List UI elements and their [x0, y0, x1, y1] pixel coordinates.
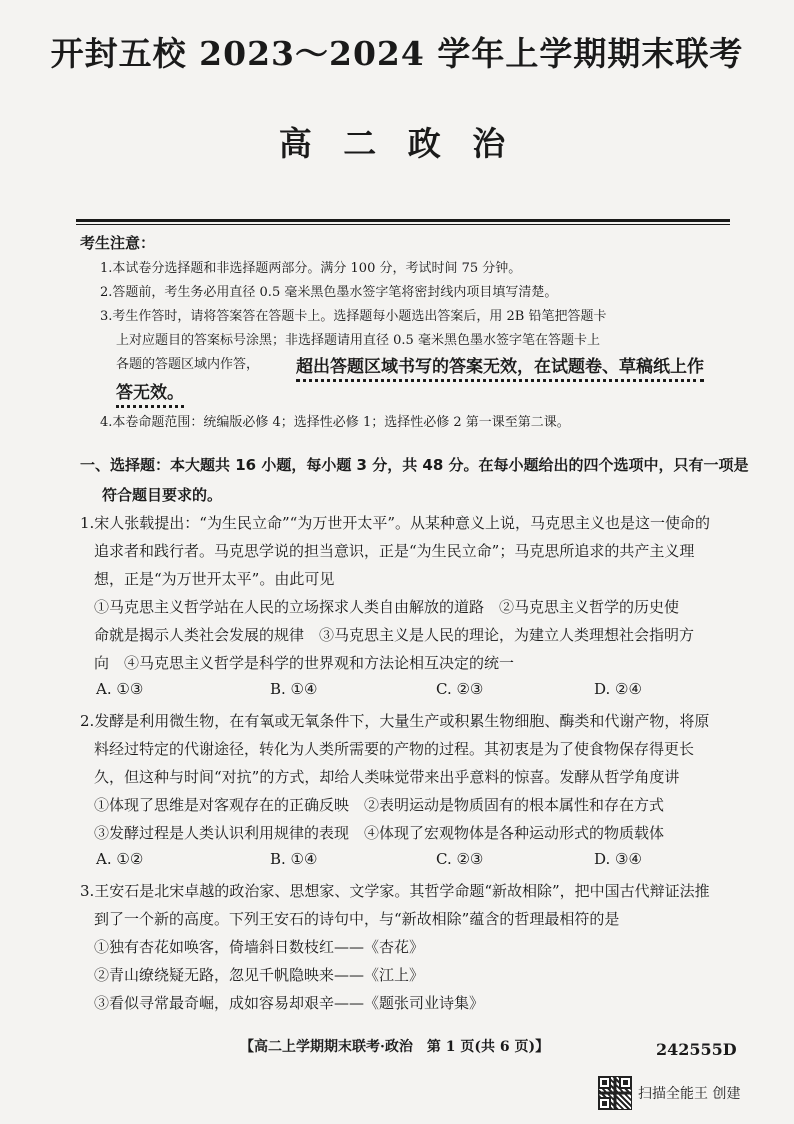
q1-option-a: A. ①③ [96, 680, 144, 698]
page-footer: 【高二上学期期末联考·政治 第 1 页(共 6 页)】 [240, 1039, 550, 1055]
q1-line-4: ①马克思主义哲学站在人民的立场探求人类自由解放的道路 ②马克思主义哲学的历史使 [94, 598, 680, 616]
q2-line-3: 久，但这种与时间“对抗”的方式，却给人类味觉带来出乎意料的惊喜。发酵从哲学角度讲 [94, 768, 680, 786]
notice-emphasis-1: 超出答题区域书写的答案无效，在试题卷、草稿纸上作 [296, 352, 704, 377]
notice-item-2: 2.答题前，考生务必用直径 0.5 毫米黑色墨水签字笔将密封线内项目填写清楚。 [100, 285, 558, 300]
q1-line-2: 追求者和践行者。马克思学说的担当意识，正是“为生民立命”；马克思所追求的共产主义理 [94, 542, 695, 560]
notice-heading: 考生注意： [80, 234, 156, 252]
exam-title: 开封五校 2023～2024 学年上学期期末联考 [50, 34, 744, 73]
qr-code-icon [598, 1076, 632, 1110]
q2-option-c: C. ②③ [436, 850, 484, 868]
q2-line-4: ①体现了思维是对客观存在的正确反映 ②表明运动是物质固有的根本属性和存在方式 [94, 796, 665, 814]
notice-item-3-cont2: 各题的答题区域内作答， [116, 357, 260, 372]
subject-title: 高 二 政 治 [278, 124, 516, 163]
notice-item-3: 3.考生作答时，请将答案答在答题卡上。选择题每小题选出答案后，用 2B 铅笔把答题卡 [100, 309, 607, 324]
header-rule-thin [76, 224, 730, 225]
notice-item-1: 1.本试卷分选择题和非选择题两部分。满分 100 分，考试时间 75 分钟。 [100, 261, 522, 276]
qr-finder-top-right [619, 1076, 632, 1089]
q2-option-d: D. ③④ [594, 850, 642, 868]
header-rule-thick [76, 219, 730, 222]
q2-option-a: A. ①② [96, 850, 144, 868]
exam-code: 242555D [656, 1040, 737, 1059]
q2-option-b: B. ①④ [270, 850, 318, 868]
q1-line-5: 命就是揭示人类社会发展的规律 ③马克思主义是人民的理论，为建立人类理想社会指明方 [94, 626, 695, 644]
q2-line-1: 2.发酵是利用微生物，在有氧或无氧条件下，大量生产或积累生物细胞、酶类和代谢产物，将原 [80, 712, 710, 730]
q1-option-c: C. ②③ [436, 680, 484, 698]
q3-line-5: ③看似寻常最奇崛，成如容易却艰辛——《题张司业诗集》 [94, 994, 485, 1012]
q3-line-4: ②青山缭绕疑无路，忽见千帆隐映来——《江上》 [94, 966, 425, 984]
qr-finder-bottom-left [598, 1097, 611, 1110]
q1-option-b: B. ①④ [270, 680, 318, 698]
q2-line-5: ③发酵过程是人类认识利用规律的表现 ④体现了宏观物体是各种运动形式的物质载体 [94, 824, 665, 842]
q1-line-6: 向 ④马克思主义哲学是科学的世界观和方法论相互决定的统一 [94, 654, 515, 672]
notice-emphasis-2: 答无效。 [116, 378, 184, 403]
notice-item-3-cont1: 上对应题目的答案标号涂黑；非选择题请用直径 0.5 毫米黑色墨水签字笔在答题卡上 [116, 333, 600, 348]
section-heading-cont: 符合题目要求的。 [102, 486, 223, 504]
q3-line-3: ①独有杏花如唤客，倚墙斜日数枝红——《杏花》 [94, 938, 425, 956]
qr-finder-top-left [598, 1076, 611, 1089]
notice-item-4: 4.本卷命题范围：统编版必修 4；选择性必修 1；选择性必修 2 第一课至第二课。 [100, 415, 570, 430]
scanner-brand-label: 扫描全能王 创建 [638, 1086, 741, 1102]
q2-line-2: 料经过特定的代谢途径，转化为人类所需要的产物的过程。其初衷是为了使食物保存得更长 [94, 740, 695, 758]
q1-line-1: 1.宋人张载提出：“为生民立命”“为万世开太平”。从某种意义上说，马克思主义也是这一使命的 [80, 514, 710, 532]
q3-line-1: 3.王安石是北宋卓越的政治家、思想家、文学家。其哲学命题“新故相除”，把中国古代辩证法推 [80, 882, 710, 900]
q1-line-3: 想，正是“为万世开太平”。由此可见 [94, 570, 335, 588]
section-heading: 一、选择题：本大题共 16 小题，每小题 3 分，共 48 分。在每小题给出的四个选项中，只有一项是 [80, 456, 749, 474]
q1-option-d: D. ②④ [594, 680, 642, 698]
q3-line-2: 到了一个新的高度。下列王安石的诗句中，与“新故相除”蕴含的哲理最相符的是 [94, 910, 620, 928]
